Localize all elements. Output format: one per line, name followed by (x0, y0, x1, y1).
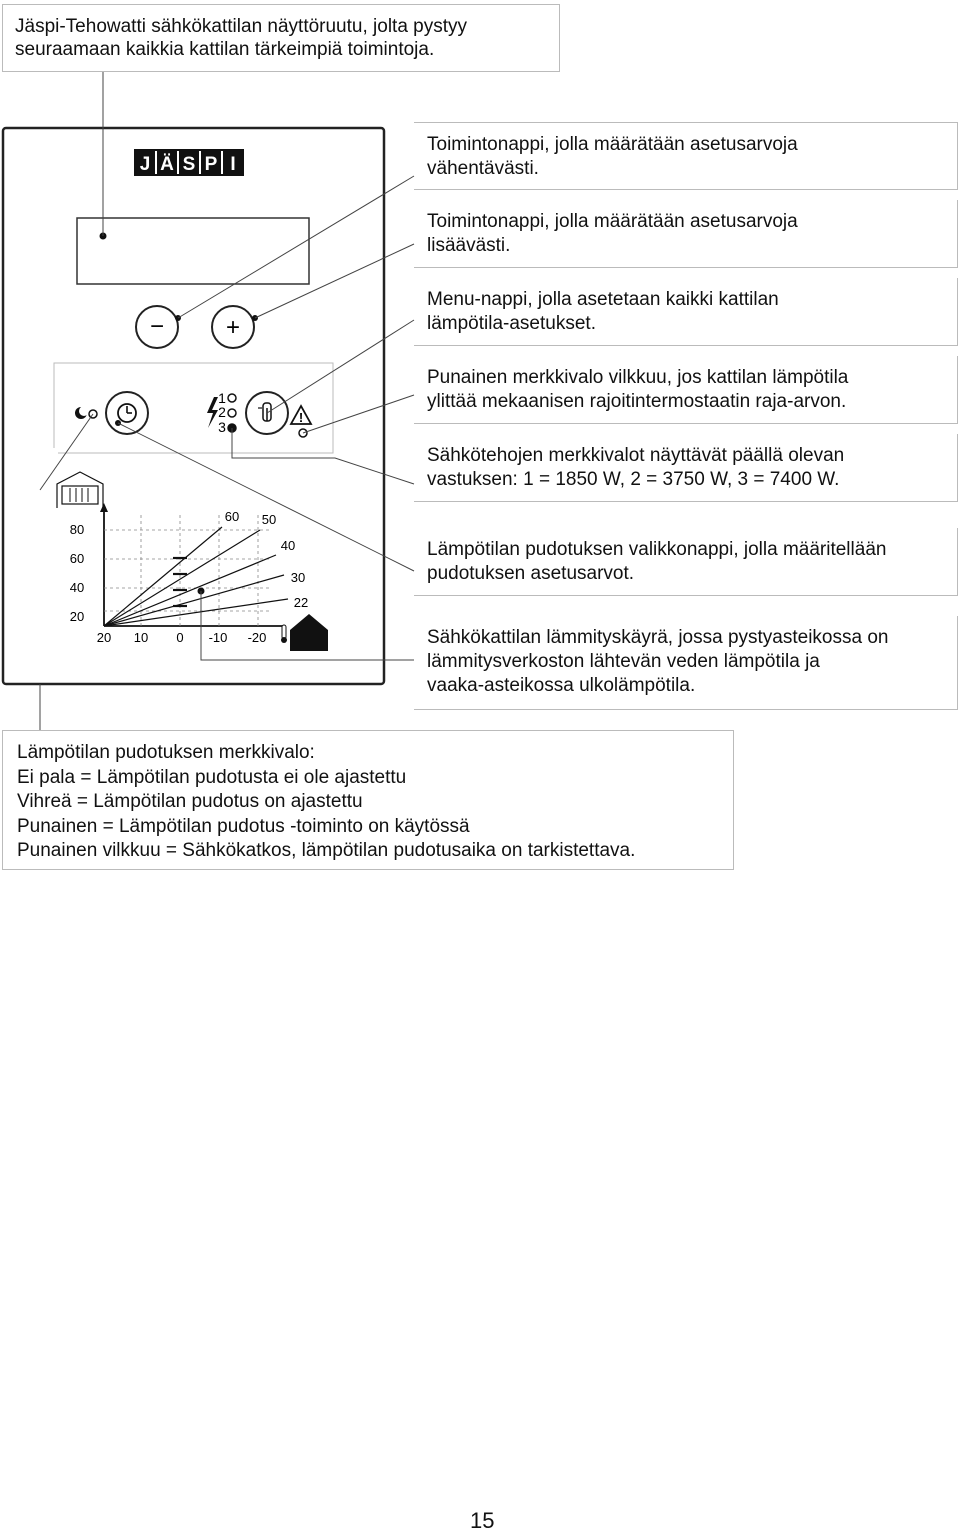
plus-button-label: + (225, 314, 241, 341)
legend-off: Ei pala = Lämpötilan pudotusta ei ole ajastettu (17, 766, 407, 788)
callout-menu-line-1: Menu-nappi, jolla asetetaan kaikki kattilan (427, 289, 779, 310)
callout-heating-curve (414, 616, 958, 710)
callout-minus-line-2: vähentävästi. (427, 158, 539, 179)
power-led-1 (228, 394, 236, 402)
callout-drop-line-2: pudotuksen asetusarvot. (427, 563, 635, 584)
logo-letter-j: J (139, 154, 151, 175)
power-led-2 (228, 409, 236, 417)
x-tick-minus-10: -10 (208, 630, 228, 645)
callout-overheat-led (414, 356, 958, 424)
x-tick-20: 20 (96, 630, 112, 645)
callout-overheat-line-2: ylittää mekaanisen rajoitintermostaatin raja-arvon. (427, 391, 847, 412)
callout-power-line-2: vastuksen: 1 = 1850 W, 2 = 3750 W, 3 = 7400 W. (427, 469, 840, 490)
x-tick-minus-20: -20 (247, 630, 267, 645)
display-caption-line-1: Jäspi-Tehowatti sähkökattilan näyttöruutu, jolta pystyy (15, 16, 468, 37)
callout-minus-button (414, 122, 958, 190)
y-tick-80: 80 (69, 522, 85, 537)
callout-curve-line-1: Sähkökattilan lämmityskäyrä, jossa pystyasteikossa on (427, 627, 889, 648)
callout-plus-line-2: lisäävästi. (427, 235, 511, 256)
callout-drop-line-1: Lämpötilan pudotuksen valikkonappi, jolla määritellään (427, 539, 887, 560)
curve-label-22: 22 (293, 595, 309, 610)
plus-button[interactable] (212, 306, 254, 348)
y-tick-40: 40 (69, 580, 85, 595)
callout-plus-button (414, 200, 958, 268)
callout-power-leds (414, 434, 958, 502)
display-screen (77, 218, 309, 284)
callout-menu-line-2: lämpötila-asetukset. (427, 313, 596, 334)
callout-plus-line-1: Toimintonappi, jolla määrätään asetusarvoja (427, 211, 798, 232)
minus-button[interactable] (136, 306, 178, 348)
y-tick-20: 20 (69, 609, 85, 624)
power-level-3-label: 3 (218, 419, 226, 435)
callout-curve-line-2: lämmitysverkoston lähtevän veden lämpötila ja (427, 651, 820, 672)
power-level-2-label: 2 (218, 404, 226, 420)
legend-green: Vihreä = Lämpötilan pudotus on ajastettu (17, 791, 363, 812)
jaspi-logo (134, 149, 244, 176)
legend-title: Lämpötilan pudotuksen merkkivalo: (17, 742, 315, 763)
minus-button-label: − (149, 313, 165, 340)
outdoor-thermometer-icon (281, 625, 287, 643)
x-tick-0: 0 (176, 630, 184, 645)
curve-label-40: 40 (280, 538, 296, 553)
callout-power-line-1: Sähkötehojen merkkivalot näyttävät päällä olevan (427, 445, 845, 466)
callout-curve-line-3: vaaka-asteikossa ulkolämpötila. (427, 675, 696, 696)
x-tick-10: 10 (133, 630, 149, 645)
logo-letter-i: I (230, 154, 236, 175)
curve-label-50: 50 (261, 512, 277, 527)
legend-red: Punainen = Lämpötilan pudotus -toiminto on käytössä (17, 815, 470, 837)
callout-overheat-line-1: Punainen merkkivalo vilkkuu, jos kattilan lämpötila (427, 367, 849, 388)
warning-symbol: ! (298, 410, 304, 425)
legend-red-blinking: Punainen vilkkuu = Sähkökatkos, lämpötilan pudotusaika on tarkistettava. (17, 840, 636, 861)
callout-temperature-drop-button (414, 528, 958, 596)
curve-label-30: 30 (290, 570, 306, 585)
logo-letter-s: S (182, 154, 196, 175)
y-tick-60: 60 (69, 551, 85, 566)
temperature-drop-led-legend (2, 730, 734, 870)
callout-minus-line-1: Toimintonappi, jolla määrätään asetusarvoja (427, 134, 798, 155)
power-level-1-label: 1 (218, 390, 226, 406)
logo-letter-a: Ä (160, 154, 174, 175)
page-number: 15 (470, 1508, 495, 1533)
logo-letter-p: P (204, 154, 218, 175)
callout-menu-button (414, 278, 958, 346)
curve-label-60: 60 (224, 509, 240, 524)
display-caption-line-2: seuraamaan kaikkia kattilan tärkeimpiä toimintoja. (15, 39, 435, 60)
